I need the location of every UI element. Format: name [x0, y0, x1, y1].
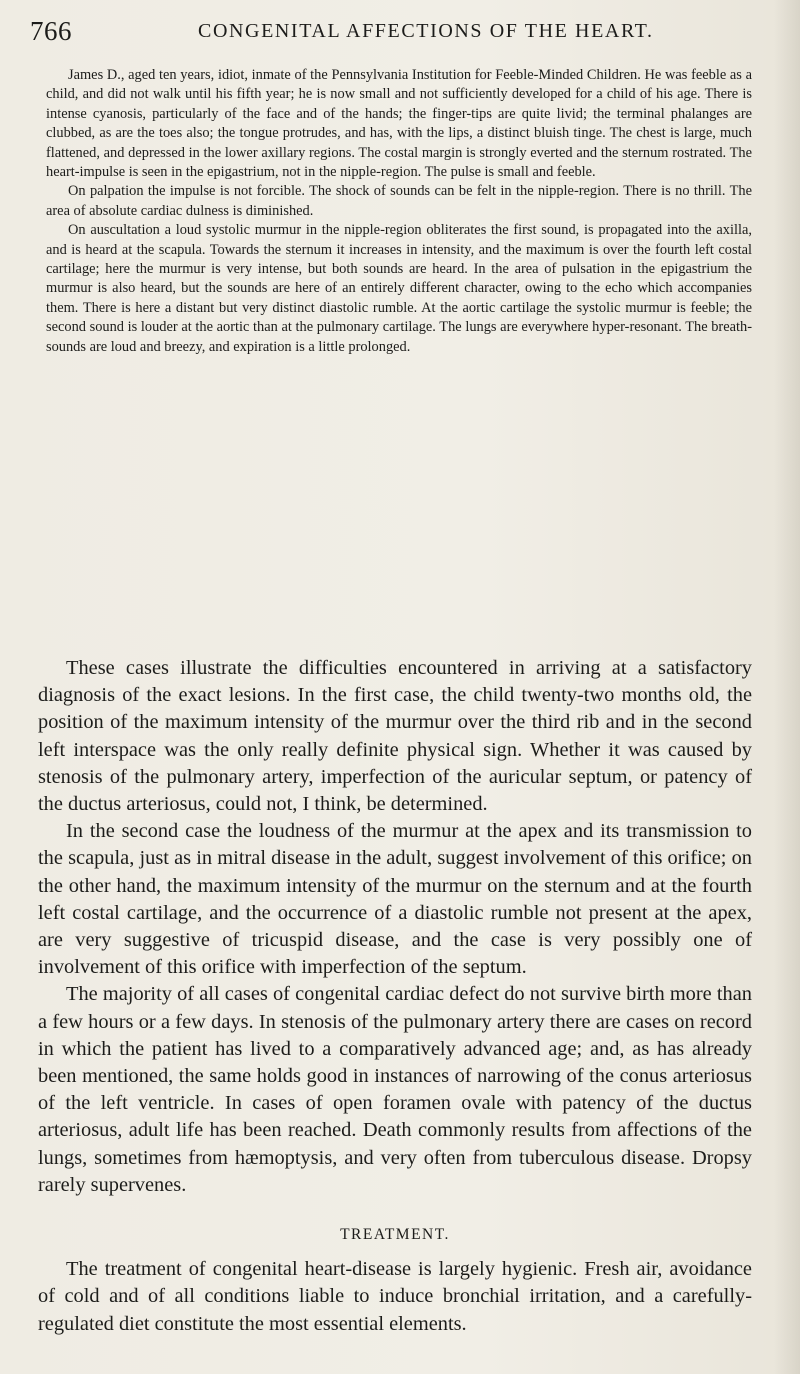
case-report-paragraph: James D., aged ten years, idiot, inmate of the Pennsylvania Institution for Feeble-Minded Children. He was feeble as a child, and did not walk until his fifth year; he is now small and not sufficiently developed for a child of his age. There is intense cyanosis, particularly of the face and of the hands; the finger-tips are quite livid; the terminal phalanges are clubbed, as are the toes also; the tongue protrudes, and has, with the lips, a distinct bluish tinge. The chest is large, much flattened, and depressed in the lower axillary regions. The costal margin is strongly everted and the sternum rostrated. The heart-impulse is seen in the epigastrium, not in the nipple-region. The pulse is small and feeble.	[46, 67, 752, 181]
discussion-paragraph: The majority of all cases of congenital cardiac defect do not survive birth more than a few hours or a few days. In stenosis of the pulmonary artery there are cases on record in which the patient has lived to a comparatively advanced age; and, as has already been mentioned, the same holds good in instances of narrowing of the conus arteriosus of the left ventricle. In cases of open foramen ovale with patency of the ductus arteriosus, adult life has been reached. Death commonly results from affections of the lungs, sometimes from hæmoptysis, and very often from tuberculous disease. Dropsy rarely supervenes.	[38, 983, 752, 1196]
treatment-paragraph: The treatment of congenital heart-disease is largely hygienic. Fresh air, avoidance of cold and of all conditions liable to induce bronchial irritation, and a carefully-regulated diet constitute the most essential elements.	[38, 1258, 752, 1335]
page-edge-shadow	[774, 0, 800, 1374]
case-report-paragraph: On palpation the impulse is not forcible. The shock of sounds can be felt in the nipple-region. There is no thrill. The area of absolute cardiac dulness is diminished.	[46, 183, 752, 219]
page-number: 766	[30, 16, 72, 46]
treatment-heading: TREATMENT.	[340, 1226, 450, 1244]
discussion-paragraph: In the second case the loudness of the murmur at the apex and its transmission to the scapula, just as in mitral disease in the adult, suggest involvement of this orifice; on the other hand, the maximum intensity of the murmur on the sternum and at the fourth left costal cartilage, and the occurrence of a diastolic rumble not present at the apex, are very suggestive of tricuspid disease, and the case is very possibly one of involvement of this orifice with imperfection of the septum.	[38, 820, 752, 979]
case-report	[46, 66, 752, 357]
running-title: CONGENITAL AFFECTIONS OF THE HEART.	[198, 20, 654, 42]
discussion-paragraph: These cases illustrate the difficulties encountered in arriving at a satisfactory diagnosis of the exact lesions. In the first case, the child twenty-two months old, the position of the maximum intensity of the murmur over the third rib and in the second left interspace was the only really definite physical sign. Whether it was caused by stenosis of the pulmonary artery, imperfection of the auricular septum, or patency of the ductus arteriosus, could not, I think, be determined.	[38, 657, 752, 816]
case-report-paragraph: On auscultation a loud systolic murmur in the nipple-region obliterates the first sound, is propagated into the axilla, and is heard at the scapula. Towards the sternum it increases in intensity, and the maximum is over the fourth left costal cartilage; here the murmur is very intense, but both sounds are heard. In the area of pulsation in the epigastrium the murmur is also heard, but the sounds are here of an entirely different character, owing to the echo which accompanies them. There is here a distant but very distinct diastolic rumble. At the aortic cartilage the systolic murmur is feeble; the second sound is louder at the aortic than at the pulmonary cartilage. The lungs are everywhere hyper-resonant. The breath-sounds are loud and breezy, and expiration is a little prolonged.	[46, 222, 752, 355]
page-header	[30, 16, 770, 50]
discussion	[38, 655, 752, 1338]
